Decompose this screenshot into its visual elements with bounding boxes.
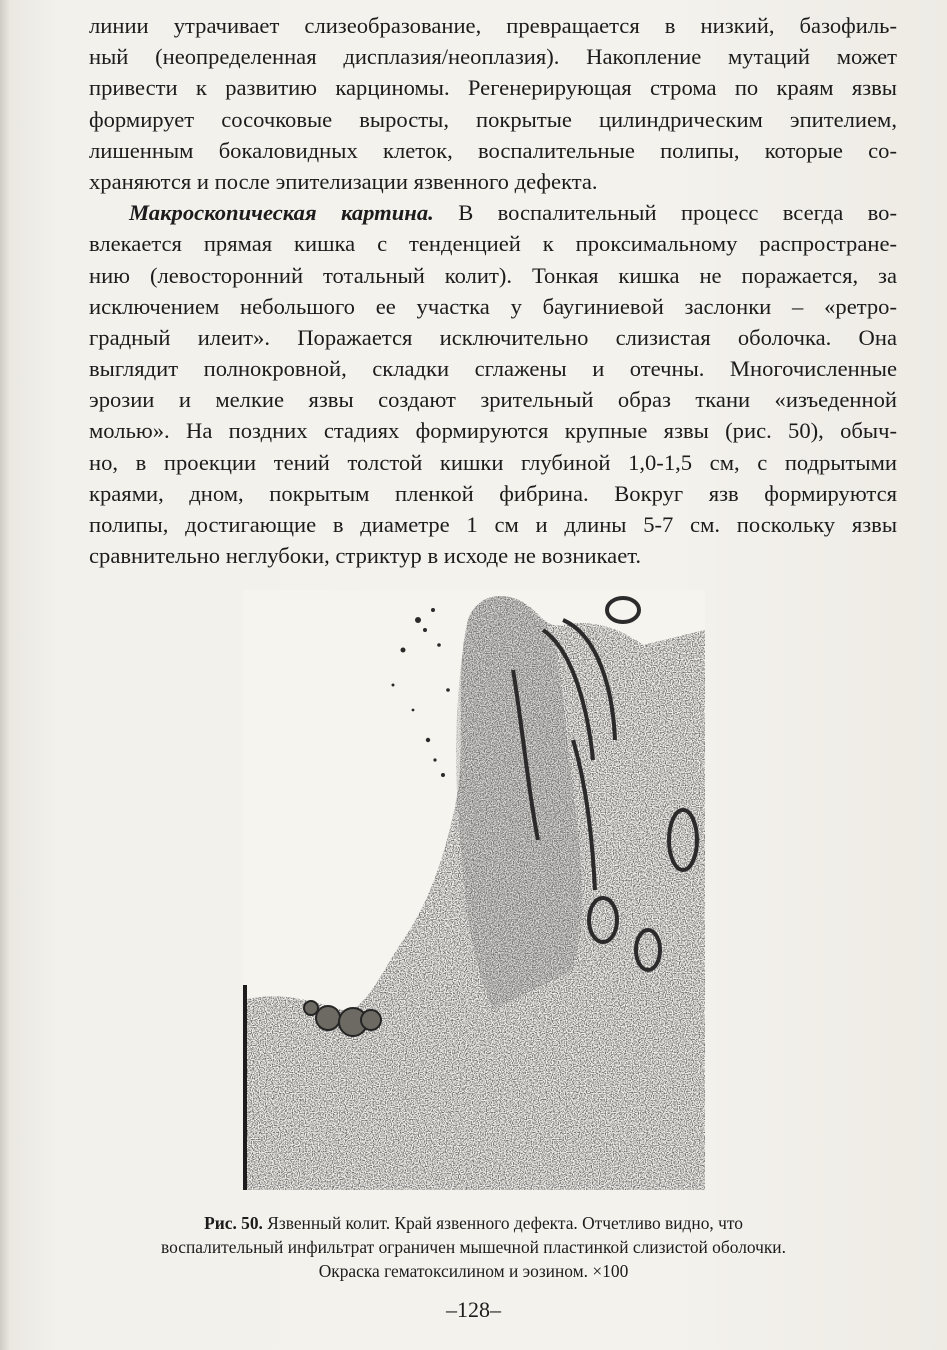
caption-line: Окраска гематоксилином и эозином. ×100 (318, 1261, 629, 1281)
text-line: формирует сосочковые выросты, покрытые цилиндрическим эпителием, (89, 106, 897, 132)
text-line: градный илеит». Поражается исключительно слизистая оболочка. Она (89, 324, 897, 350)
text-line: ный (неопределенная дисплазия/неоплазия). Накопление мутаций может (89, 44, 897, 70)
text-line: краями, дном, покрытым пленкой фибрина. Вокруг язв формируются (89, 480, 897, 506)
figure-caption (60, 1211, 887, 1283)
caption-label: Рис. 50. (204, 1213, 263, 1233)
text-line: но, в проекции тений толстой кишки глубиной 1,0-1,5 см, с подрытыми (89, 449, 897, 475)
caption-line: воспалительный инфильтрат ограничен мышечной пластинкой слизистой оболочки. (161, 1237, 786, 1257)
body-text (89, 10, 897, 571)
text-line: сравнительно неглубоки, стриктур в исходе не возникает. (89, 543, 642, 569)
text-line: полипы, достигающие в диаметре 1 см и длины 5-7 см. поскольку язвы (89, 512, 897, 537)
text-line: выглядит полнокровной, складки сглажены и отечны. Многочисленные (89, 356, 897, 382)
text-line: влекается прямая кишка с тенденцией к проксимальному распростране- (89, 231, 897, 257)
histology-micrograph (243, 590, 705, 1190)
image-edge (243, 985, 247, 1190)
page-number: –128– (446, 1297, 501, 1322)
page-gutter-shadow (0, 0, 10, 1350)
text-line: нию (левосторонний тотальный колит). Тонкая кишка не поражается, за (89, 262, 897, 288)
section-first-line (89, 197, 897, 228)
text-line: линии утрачивает слизеобразование, превращается в низкий, базофиль- (89, 13, 897, 38)
caption-text: Язвенный колит. Край язвенного дефекта. Отчетливо видно, что (267, 1213, 743, 1233)
caption-line (60, 1211, 887, 1235)
section-first-line-text: В воспалительный процесс всегда во- (458, 200, 897, 226)
micrograph-figure (243, 590, 705, 1190)
text-line: молью». На поздних стадиях формируются крупные язвы (рис. 50), обыч- (89, 418, 897, 444)
section-heading: Макроскопическая картина. (129, 200, 434, 226)
text-line: привести к развитию карциномы. Регенерирующая строма по краям язвы (89, 75, 897, 101)
cell-debris (392, 608, 450, 777)
text-line: исключением небольшого ее участка у баугиниевой заслонки – «ретро- (89, 293, 897, 319)
text-line: эрозии и мелкие язвы создают зрительный образ ткани «изъеденной (89, 387, 897, 413)
text-line: храняются и после эпителизации язвенного дефекта. (89, 168, 598, 194)
text-line: лишенным бокаловидных клеток, воспалительные полипы, которые со- (89, 137, 897, 163)
